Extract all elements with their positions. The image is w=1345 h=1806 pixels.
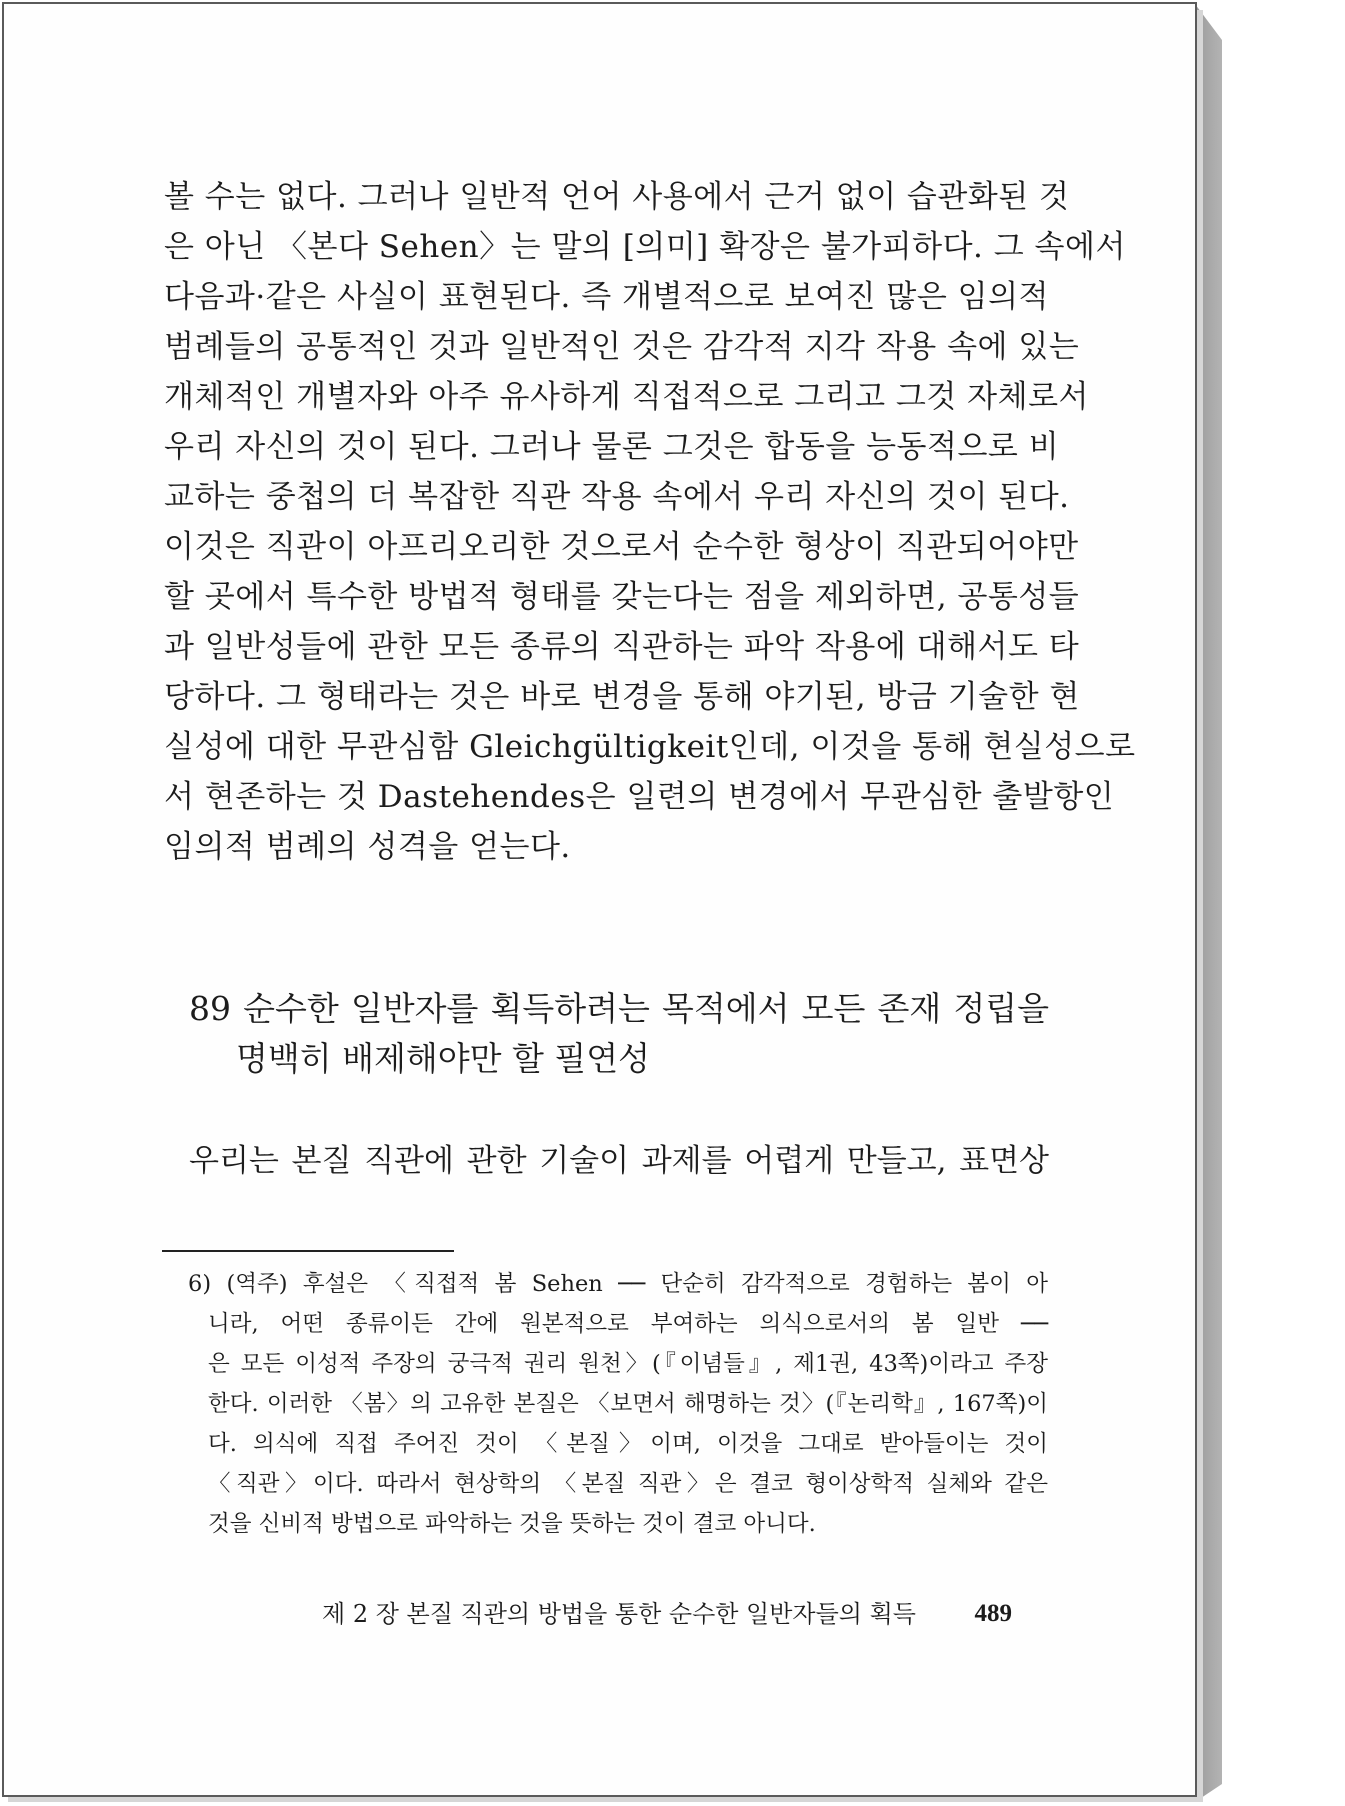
text-line: 할 곳에서 특수한 방법적 형태를 갖는다는 점을 제외하면, 공통성들 bbox=[164, 579, 1080, 615]
footnote-line: 한다. 이러한 〈봄〉의 고유한 본질은 〈보면서 해명하는 것〉(『논리학』, 167쪽)이 bbox=[208, 1391, 1048, 1417]
running-footer bbox=[322, 1592, 1012, 1636]
footnote-divider bbox=[162, 1250, 454, 1252]
text-line: 이것은 직관이 아프리오리한 것으로서 순수한 형상이 직관되어야만 bbox=[164, 529, 1079, 565]
text-line: 범례들의 공통적인 것과 일반적인 것은 감각적 지각 작용 속에 있는 bbox=[164, 329, 1080, 365]
page-number: 489 bbox=[974, 1600, 1012, 1627]
text-line: 실성에 대한 무관심함 Gleichgültigkeit인데, 이것을 통해 현실성으로 bbox=[164, 729, 1136, 765]
footnote-line: 니라, 어떤 종류이든 간에 원본적으로 부여하는 의식으로서의 봄 일반 ── bbox=[208, 1311, 1048, 1337]
text-line: 볼 수는 없다. 그러나 일반적 언어 사용에서 근거 없이 습관화된 것 bbox=[164, 179, 1070, 215]
text-line: 교하는 중첩의 더 복잡한 직관 작용 속에서 우리 자신의 것이 된다. bbox=[164, 479, 1070, 515]
text-line: 임의적 범례의 성격을 얻는다. bbox=[164, 829, 571, 865]
text-line: 은 아닌 〈본다 Sehen〉는 말의 [의미] 확장은 불가피하다. 그 속에서 bbox=[164, 229, 1126, 265]
book-page bbox=[2, 2, 1197, 1797]
section-heading-line: 89 순수한 일반자를 획득하려는 목적에서 모든 존재 정립을 bbox=[189, 989, 1049, 1028]
footnote-line: 다. 의식에 직접 주어진 것이 〈본질〉이며, 이것을 그대로 받아들이는 것이 bbox=[208, 1431, 1048, 1457]
footnote-line: 〈직관〉이다. 따라서 현상학의 〈본질 직관〉은 결코 형이상학적 실체와 같은 bbox=[208, 1471, 1048, 1497]
text-line: 개체적인 개별자와 아주 유사하게 직접적으로 그리고 그것 자체로서 bbox=[164, 379, 1089, 415]
footnote bbox=[188, 1264, 1048, 1544]
body-paragraph bbox=[164, 172, 1136, 872]
section-heading-line: 명백히 배제해야만 할 필연성 bbox=[236, 1039, 651, 1078]
text-line: 서 현존하는 것 Dastehendes은 일련의 변경에서 무관심한 출발항인 bbox=[164, 779, 1115, 815]
text-line: 다음과·같은 사실이 표현된다. 즉 개별적으로 보여진 많은 임의적 bbox=[164, 279, 1049, 315]
page-thickness-edge bbox=[1195, 4, 1285, 1802]
footnote-line: 은 모든 이성적 주장의 궁극적 권리 원천〉(『이념들』, 제1권, 43쪽)이라고 주장 bbox=[208, 1351, 1048, 1377]
running-chapter-title: 제 2 장 본질 직관의 방법을 통한 순수한 일반자들의 획득 bbox=[322, 1600, 916, 1628]
paragraph-opening-line: 우리는 본질 직관에 관한 기술이 과제를 어렵게 만들고, 표면상 bbox=[189, 1143, 1049, 1179]
footnote-line: 것을 신비적 방법으로 파악하는 것을 뜻하는 것이 결코 아니다. bbox=[208, 1511, 816, 1537]
text-line: 우리 자신의 것이 된다. 그러나 물론 그것은 합동을 능동적으로 비 bbox=[164, 429, 1060, 465]
footnote-line: 6) (역주) 후설은 〈직접적 봄 Sehen ── 단순히 감각적으로 경험하는 봄이 아 bbox=[188, 1271, 1048, 1297]
text-line: 과 일반성들에 관한 모든 종류의 직관하는 파악 작용에 대해서도 타 bbox=[164, 629, 1080, 665]
section-heading bbox=[189, 984, 1049, 1084]
text-line: 당하다. 그 형태라는 것은 바로 변경을 통해 야기된, 방금 기술한 현 bbox=[164, 679, 1080, 715]
